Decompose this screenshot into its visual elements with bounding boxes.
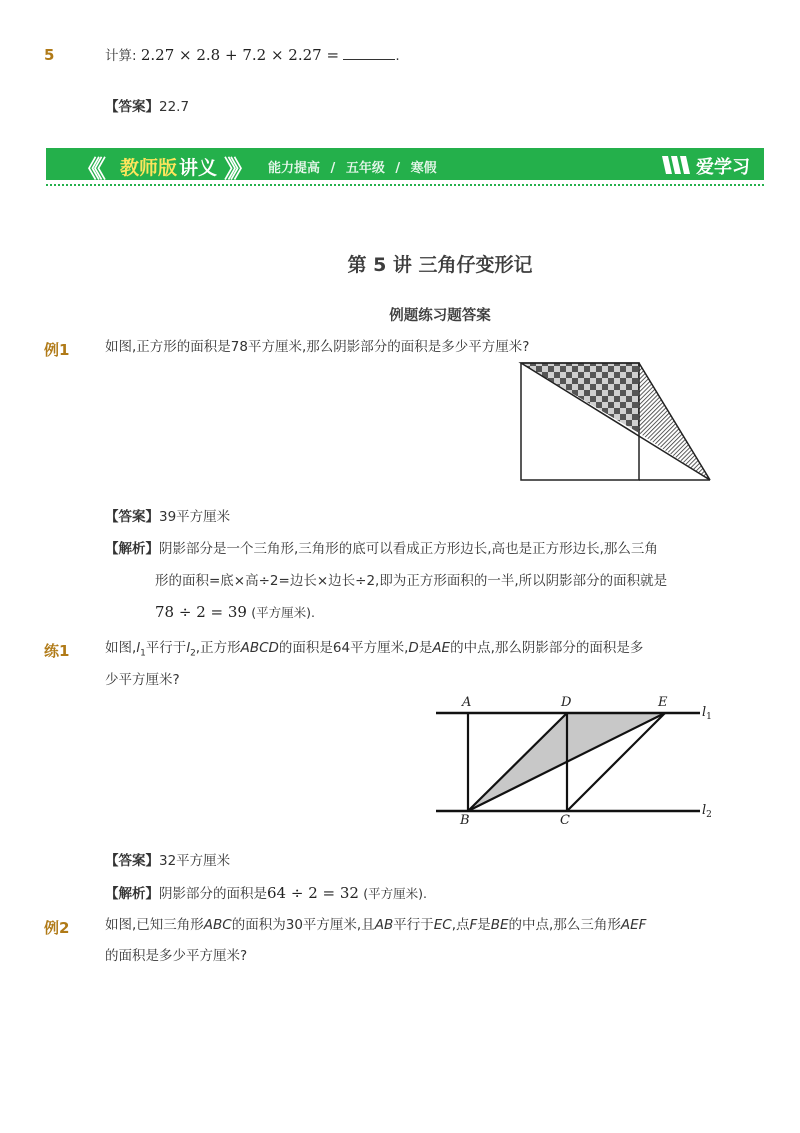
breadcrumb <box>268 157 437 176</box>
answer-tag: 【答案】 <box>105 99 159 115</box>
question-text: 是 <box>418 640 433 656</box>
banner-divider <box>46 184 764 186</box>
triangle-aef: AEF <box>620 917 647 933</box>
label-e: E <box>658 695 668 710</box>
question-text: 是 <box>477 917 491 933</box>
question-text: ,点 <box>451 917 470 933</box>
problem-5-prefix: 计算: <box>105 48 137 64</box>
chevrons-right: 》》 <box>224 155 248 183</box>
answer-value: 32平方厘米 <box>159 853 231 869</box>
example-1-analysis-line3 <box>155 605 315 621</box>
practice-label: 练1 <box>44 642 70 660</box>
example-1-analysis-line1 <box>105 543 658 557</box>
segment-ab: AB <box>374 917 394 933</box>
label-l2: $l_2$ <box>702 803 712 820</box>
example-2-question-line1 <box>105 919 646 933</box>
question-text: 的面积是64平方厘米, <box>278 640 409 656</box>
breadcrumb-item: 寒假 <box>410 161 437 176</box>
practice-1-question-line2: 少平方厘米? <box>105 672 180 688</box>
breadcrumb-separator: / <box>395 161 401 176</box>
question-text: 平行于 <box>393 917 434 933</box>
chevrons-left: 《《 <box>76 155 100 183</box>
breadcrumb-item: 能力提高 <box>268 161 321 176</box>
line-l1-subscript: 1 <box>140 648 146 659</box>
example-1-question: 如图,正方形的面积是78平方厘米,那么阴影部分的面积是多少平方厘米? <box>105 339 530 355</box>
line-l2-subscript: 2 <box>190 648 196 659</box>
question-text: 平行于 <box>145 640 187 656</box>
header-banner <box>46 148 764 183</box>
problem-5-answer <box>105 101 189 115</box>
question-text: 的面积为30平方厘米,且 <box>231 917 375 933</box>
segment-ae: AE <box>432 640 451 656</box>
lecture-title: 第 5 讲 三角仔变形记 <box>347 254 533 276</box>
example-2-question-line2: 的面积是多少平方厘米? <box>105 948 248 964</box>
problem-5-suffix: . <box>395 48 400 64</box>
analysis-unit: (平方厘米). <box>251 605 315 620</box>
logo-icon <box>660 152 694 176</box>
label-c: C <box>560 813 570 828</box>
problem-5-question <box>105 47 400 64</box>
analysis-unit: (平方厘米). <box>363 886 427 901</box>
practice-1-analysis <box>105 886 427 902</box>
analysis-text: 阴影部分是一个三角形,三角形的底可以看成正方形边长,高也是正方形边长,那么三角 <box>159 541 658 557</box>
banner-title-a: 教师版 <box>120 157 178 179</box>
breadcrumb-separator: / <box>330 161 336 176</box>
analysis-text: 阴影部分的面积是 <box>159 886 267 902</box>
answer-tag: 【答案】 <box>105 853 159 869</box>
answer-value: 22.7 <box>159 99 190 115</box>
segment-ec: EC <box>433 917 452 933</box>
banner-title-b: 讲义 <box>179 157 218 179</box>
question-text: 如图,已知三角形 <box>105 917 204 933</box>
label-d: D <box>561 695 572 710</box>
question-text: 如图, <box>105 640 137 656</box>
triangle-abc: ABC <box>203 917 232 933</box>
label-b: B <box>460 813 470 828</box>
logo-text: 爱学习 <box>696 157 750 178</box>
example-1-answer <box>105 511 230 525</box>
problem-5-expression: 2.27 × 2.8 + 7.2 × 2.27 = <box>140 46 340 64</box>
square-triangle-figure <box>518 360 714 484</box>
analysis-tag: 【解析】 <box>105 886 159 902</box>
analysis-tag: 【解析】 <box>105 541 159 557</box>
question-text: ,正方形 <box>195 640 241 656</box>
segment-be: BE <box>490 917 509 933</box>
section-title: 例题练习题答案 <box>389 308 491 324</box>
line-l1: l <box>136 640 141 656</box>
problem-number: 5 <box>44 46 55 64</box>
question-text: 的中点,那么三角形 <box>508 917 621 933</box>
answer-tag: 【答案】 <box>105 509 159 525</box>
answer-blank <box>343 47 395 60</box>
point-d: D <box>408 640 419 656</box>
example-label: 例2 <box>44 919 70 937</box>
line-l2: l <box>186 640 191 656</box>
point-f: F <box>469 917 478 933</box>
example-label: 例1 <box>44 341 70 359</box>
answer-value: 39平方厘米 <box>159 509 231 525</box>
analysis-math: 78 ÷ 2 = 39 <box>155 603 247 621</box>
practice-1-question-line1 <box>105 642 643 659</box>
breadcrumb-item: 五年级 <box>345 161 385 176</box>
label-l1: $l_1$ <box>702 705 712 722</box>
label-a: A <box>462 695 472 710</box>
parallel-lines-figure <box>430 690 720 830</box>
analysis-math: 64 ÷ 2 = 32 <box>267 884 359 902</box>
square-name: ABCD <box>240 640 279 656</box>
practice-1-answer <box>105 855 230 869</box>
example-1-analysis-line2: 形的面积=底×高÷2=边长×边长÷2,即为正方形面积的一半,所以阴影部分的面积就是 <box>155 573 668 589</box>
question-text: 的中点,那么阴影部分的面积是多 <box>450 640 644 656</box>
